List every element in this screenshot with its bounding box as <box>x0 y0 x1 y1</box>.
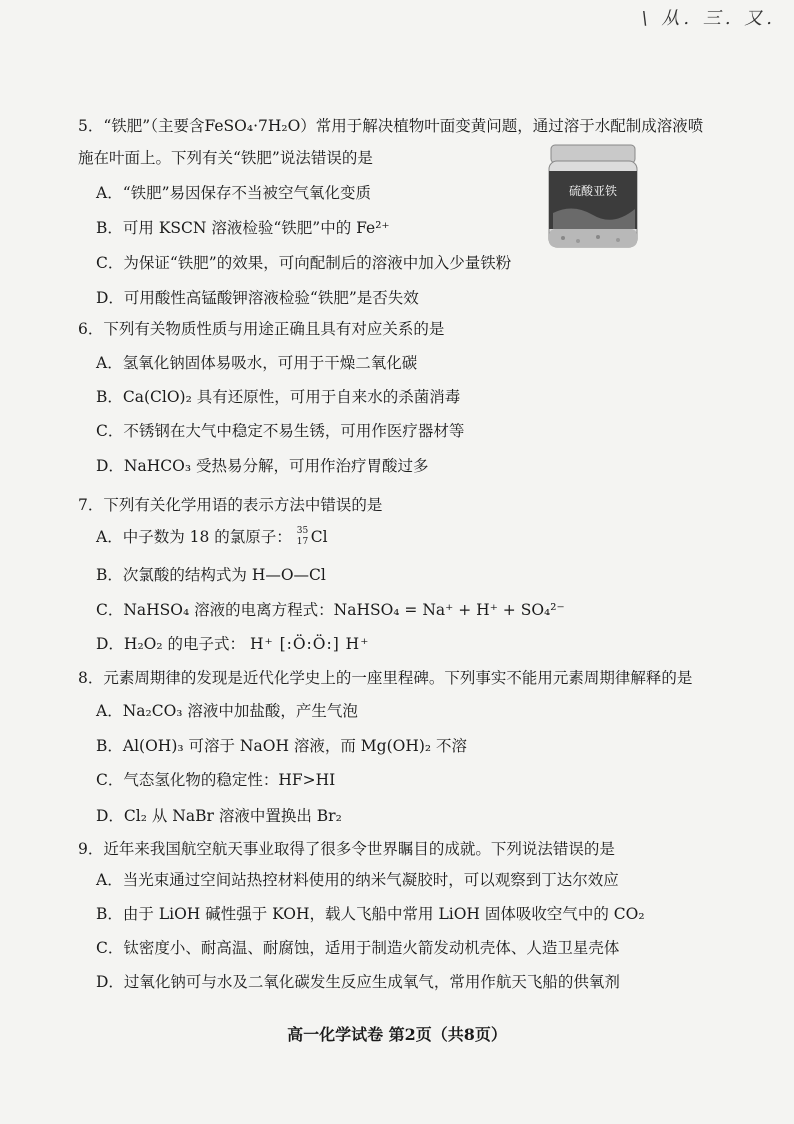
question-6-option-c: C．不锈钢在大气中稳定不易生锈，可用作医疗器材等 <box>96 422 465 440</box>
question-7-option-d <box>96 632 716 656</box>
question-9-option-c: C．钛密度小、耐高温、耐腐蚀，适用于制造火箭发动机壳体、人造卫星壳体 <box>96 939 620 957</box>
question-8-option-c: C．气态氢化物的稳定性：HF>HI <box>96 771 336 789</box>
question-6-stem: 6．下列有关物质性质与用途正确且具有对应关系的是 <box>78 320 445 338</box>
question-8-stem: 8．元素周期律的发现是近代化学史上的一座里程碑。下列事实不能用元素周期律解释的是 <box>78 669 693 687</box>
question-7-stem: 7．下列有关化学用语的表示方法中错误的是 <box>78 496 383 514</box>
question-7-option-d-text: D．H₂O₂ 的电子式： <box>96 635 246 653</box>
question-8-option-d: D．Cl₂ 从 NaBr 溶液中置换出 Br₂ <box>96 807 342 825</box>
element-symbol: Cl <box>310 528 328 546</box>
jar-label: 硫酸亚铁 <box>568 184 618 198</box>
electron-formula: H⁺ [:Ö:Ö:] H⁺ <box>249 635 370 653</box>
iron-sulfate-jar-image <box>543 143 643 249</box>
question-5-option-a: A．“铁肥”易因保存不当被空气氧化变质 <box>96 184 372 202</box>
question-7-option-b: B．次氯酸的结构式为 H—O—Cl <box>96 566 326 584</box>
question-5-stem-line1: 5．“铁肥”（主要含FeSO₄·7H₂O）常用于解决植物叶面变黄问题，通过溶于水配制成溶液喷 <box>78 117 704 135</box>
question-5-option-b: B．可用 KSCN 溶液检验“铁肥”中的 Fe²⁺ <box>96 219 390 237</box>
question-9-option-a: A．当光束通过空间站热控材料使用的纳米气凝胶时，可以观察到丁达尔效应 <box>96 871 619 889</box>
question-7-option-a <box>96 525 716 551</box>
atomic-number: 17 <box>296 537 309 547</box>
question-8-option-a: A．Na₂CO₃ 溶液中加盐酸，产生气泡 <box>96 702 358 720</box>
question-5-option-d: D．可用酸性高锰酸钾溶液检验“铁肥”是否失效 <box>96 289 419 307</box>
question-6-option-d: D．NaHCO₃ 受热易分解，可用作治疗胃酸过多 <box>96 457 429 475</box>
page-footer: 高一化学试卷 第2页（共8页） <box>287 1025 507 1044</box>
question-8-option-b: B．Al(OH)₃ 可溶于 NaOH 溶液，而 Mg(OH)₂ 不溶 <box>96 737 468 755</box>
chlorine-isotope-notation <box>297 525 311 551</box>
mass-number: 35 <box>296 526 309 536</box>
question-5-option-c: C．为保证“铁肥”的效果，可向配制后的溶液中加入少量铁粉 <box>96 254 512 272</box>
question-9-option-d: D．过氧化钠可与水及二氧化碳发生反应生成氧气，常用作航天飞船的供氧剂 <box>96 973 620 991</box>
question-5-stem-line2: 施在叶面上。下列有关“铁肥”说法错误的是 <box>78 149 373 167</box>
question-9-stem: 9．近年来我国航空航天事业取得了很多令世界瞩目的成就。下列说法错误的是 <box>78 840 615 858</box>
question-6-option-b: B．Ca(ClO)₂ 具有还原性，可用于自来水的杀菌消毒 <box>96 388 461 406</box>
question-9-option-b: B．由于 LiOH 碱性强于 KOH，载人飞船中常用 LiOH 固体吸收空气中的 CO₂ <box>96 905 645 923</box>
handwritten-note: \ 从. 三. 又. <box>641 8 776 29</box>
question-7-option-c: C．NaHSO₄ 溶液的电离方程式：NaHSO₄ = Na⁺ + H⁺ + SO₄²⁻ <box>96 601 565 619</box>
question-7-option-a-text: A．中子数为 18 的氯原子： <box>96 528 292 546</box>
question-6-option-a: A．氢氧化钠固体易吸水，可用于干燥二氧化碳 <box>96 354 418 372</box>
